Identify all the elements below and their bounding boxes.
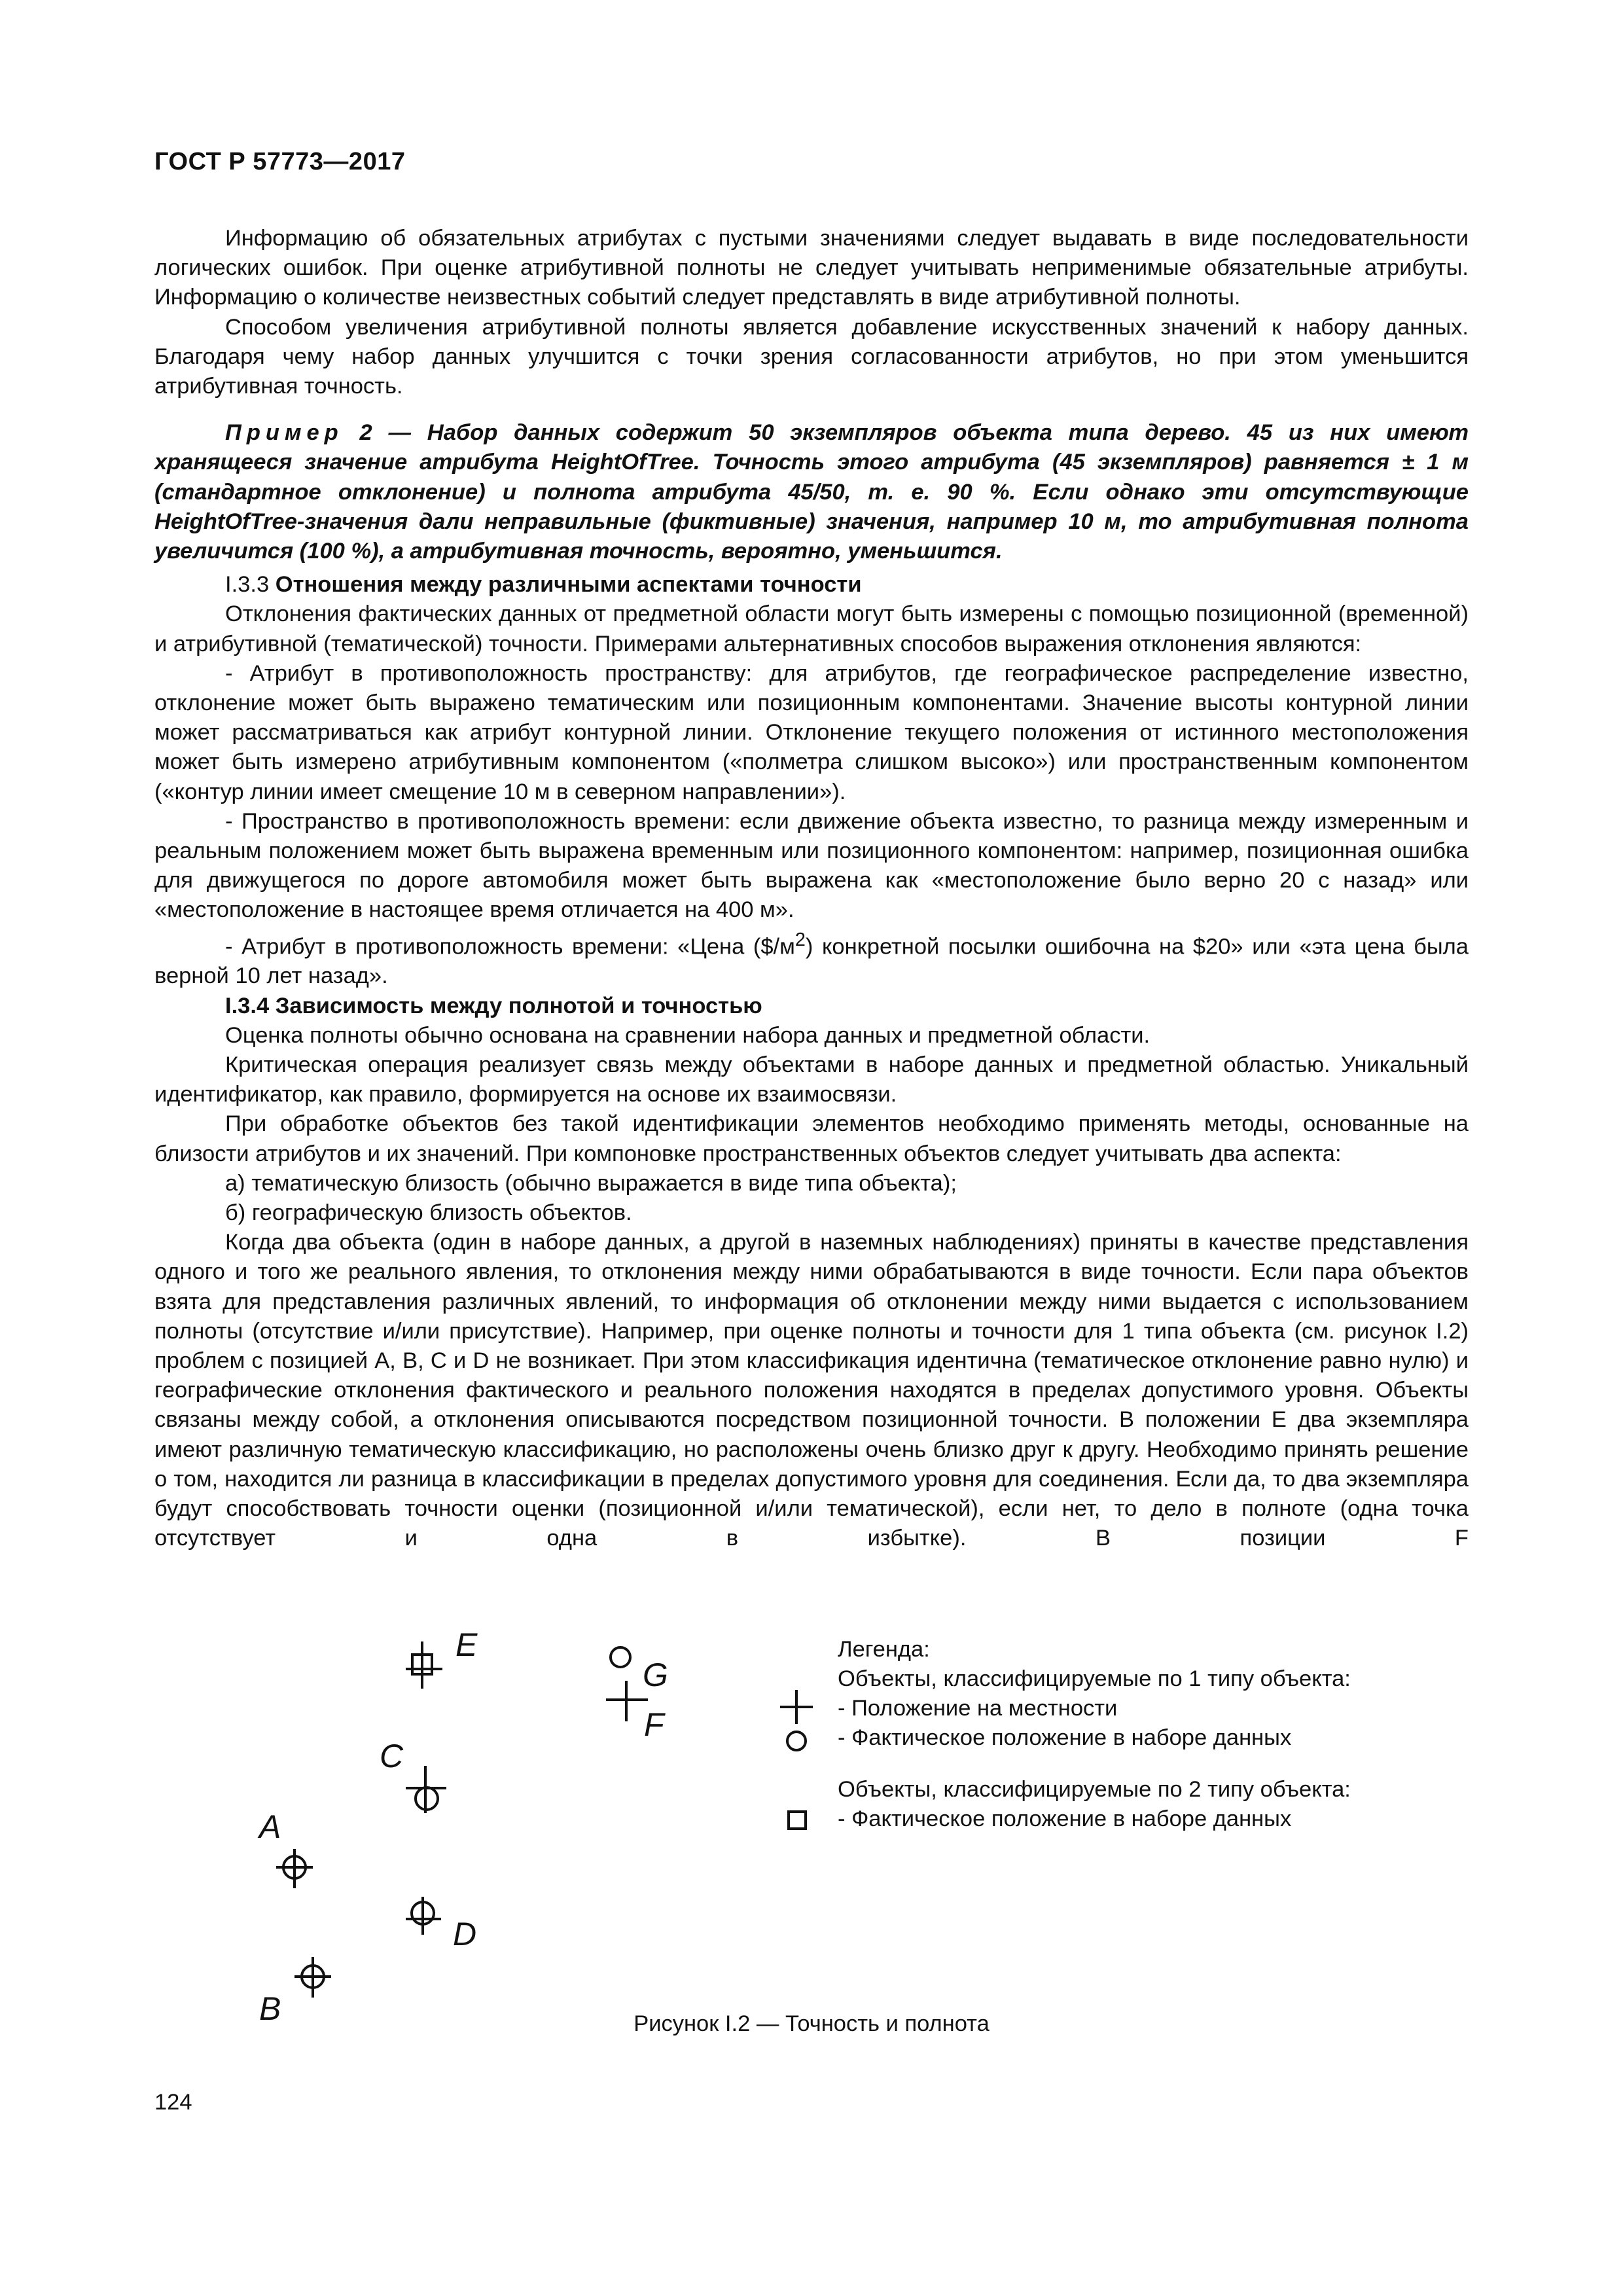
legend-type2-heading: Объекты, классифицируемые по 2 типу объекта: (838, 1777, 1351, 1802)
section-heading-1-3-4 (154, 992, 1469, 1021)
example-paragraph (154, 418, 1469, 566)
point-label-b: B (259, 1990, 281, 2027)
point-g-marker (611, 1647, 630, 1667)
point-f-marker (606, 1681, 648, 1721)
point-label-a: A (259, 1808, 281, 1845)
point-label-g: G (643, 1657, 668, 1693)
section-number: I.3.3 (225, 572, 270, 598)
list-item-text: ) конкретной посылки ошибочна на $20» или «эта цена была верной 10 лет назад». (154, 934, 1469, 989)
section-number: I.3.4 (225, 993, 270, 1018)
document-header-title: ГОСТ Р 57773—2017 (154, 148, 406, 175)
section-title: Зависимость между полнотой и точностью (275, 993, 762, 1018)
paragraph: Способом увеличения атрибутивной полноты является добавление искусственных значений к набору данных. Благодаря чему набор данных улучшится с точки зрения согласованности атрибутов, но при этом уменьшится атрибутивная точность. (154, 314, 1469, 399)
list-item: - Атрибут в противоположность пространству: для атрибутов, где географическое распределение известно, отклонение может быть выражено тематическим или позиционным компонентами. Значение высоты контурной линии может рассматриваться как атрибут контурной линии. Отклонение текущего положения от истинного местоположения может быть измерено атрибутивным компонентом («полметра слишком высоко») или пространственным компонентом («контур линии имеет смещение 10 м в северном направлении»). (154, 660, 1469, 804)
paragraph: При обработке объектов без такой идентификации элементов необходимо применять методы, основанные на близости атрибутов и их значений. При компоновке пространственных объектов следует учитывать два аспекта: (154, 1111, 1469, 1166)
list-item-text: - Атрибут в противоположность времени: «Цена ($/м (225, 934, 795, 960)
point-label-f: F (644, 1706, 664, 1743)
paragraph: Отклонения фактических данных от предметной области могут быть измерены с помощью позиционной (временной) и атрибутивной (тематической) точности. Примерами альтернативных способов выражения отклонения являются: (154, 601, 1469, 656)
list-item (154, 925, 1469, 992)
list-item: б) географическую близость объектов. (225, 1200, 632, 1225)
legend-square-icon (789, 1812, 806, 1829)
point-d-marker (406, 1897, 441, 1935)
example-label: Пример (225, 420, 344, 446)
figure-caption: Рисунок I.2 — Точность и полнота (633, 2011, 990, 2036)
point-e-marker (406, 1641, 442, 1689)
superscript: 2 (794, 929, 806, 950)
section-heading-1-3-3 (154, 570, 1469, 600)
point-label-c: C (380, 1738, 404, 1774)
example-text: 2 — Набор данных содержит 50 экземпляров объекта типа дерево. 45 из них имеют хранящееся значение атрибута HeightOfTree. Точность этого атрибута (45 экземпляров) равняется ± 1 м (стандартное отклонение) и полнота атрибута 45/50, т. е. 90 %. Если однако эти отсутствующие HeightOfTree-значения дали неправильные (фиктивные) значения, например 10 м, то атрибутивная полнота увеличится (100 %), а атрибутивная точность, вероятно, уменьшится. (154, 420, 1469, 564)
paragraph: Когда два объекта (один в наборе данных, а другой в наземных наблюдениях) приняты в качестве представления одного и того же реального явления, то отклонения между ними обрабатываются в виде точности. Если пара объектов взята для представления различных явлений, то информация об отклонении между ними выдается с использованием полноты (отсутствие и/или присутствие). Например, при оценке полноты и точности для 1 типа объекта (см. рисунок I.2) проблем с позицией A, B, C и D не возникает. При этом классификация идентична (тематическое отклонение равно нулю) и географические отклонения фактического и реального положения находятся в пределах допустимого уровня. Объекты связаны между собой, а отклонения описываются посредством позиционной точности. В положении E два экземпляра имеют различную тематическую классификацию, но расположены очень близко друг к другу. Необходимо принять решение о том, находится ли разница в классификации в пределах допустимого уровня для соединения. Если да, то два экземпляра будут способствовать точности оценки (позиционной и/или тематической), если нет, то дело в полноте (одна точка отсутствует и одна в избытке). В позиции F (154, 1230, 1469, 1551)
point-c-marker (406, 1766, 446, 1813)
legend-cross-icon (780, 1690, 813, 1724)
legend-gap (838, 1753, 1459, 1775)
legend-circle-icon (787, 1732, 806, 1750)
legend-type1-heading: Объекты, классифицируемые по 1 типу объекта: (838, 1666, 1351, 1691)
point-label-e: E (455, 1626, 478, 1663)
list-item: - Пространство в противоположность времени: если движение объекта известно, то разница между измеренным и реальным положением может быть выражена временным или позиционного компонентом: например, позиционная ошибка для движущегося по дороге автомобиля может быть выражена как «местоположение было верно 20 с назад» или «местоположение в настоящее время отличается на 400 м». (154, 808, 1469, 923)
point-label-d: D (453, 1916, 477, 1952)
body-text (154, 224, 1469, 1553)
point-a-marker (276, 1849, 313, 1888)
section-title: Отношения между различными аспектами точности (275, 572, 862, 598)
legend-type1-item-dataset: - Фактическое положение в наборе данных (838, 1725, 1292, 1750)
legend-type2-item-dataset: - Фактическое положение в наборе данных (838, 1806, 1292, 1831)
page-number: 124 (154, 2090, 192, 2115)
legend-type1-item-terrain: - Положение на местности (838, 1696, 1118, 1721)
paragraph: Оценка полноты обычно основана на сравнении набора данных и предметной области. (225, 1022, 1150, 1048)
paragraph: Критическая операция реализует связь между объектами в наборе данных и предметной областью. Уникальный идентификатор, как правило, формируется на основе их взаимосвязи. (154, 1052, 1469, 1107)
point-b-marker (294, 1957, 331, 1998)
figure-legend (838, 1635, 1459, 1834)
legend-title: Легенда: (838, 1637, 930, 1662)
paragraph: Информацию об обязательных атрибутах с пустыми значениями следует выдавать в виде последовательности логических ошибок. При оценке атрибутивной полноты не следует учитывать неприменимые обязательные атрибуты. Информацию о количестве неизвестных событий следует представлять в виде атрибутивной полноты. (154, 226, 1469, 310)
list-item: а) тематическую близость (обычно выражается в виде типа объекта); (225, 1170, 957, 1196)
